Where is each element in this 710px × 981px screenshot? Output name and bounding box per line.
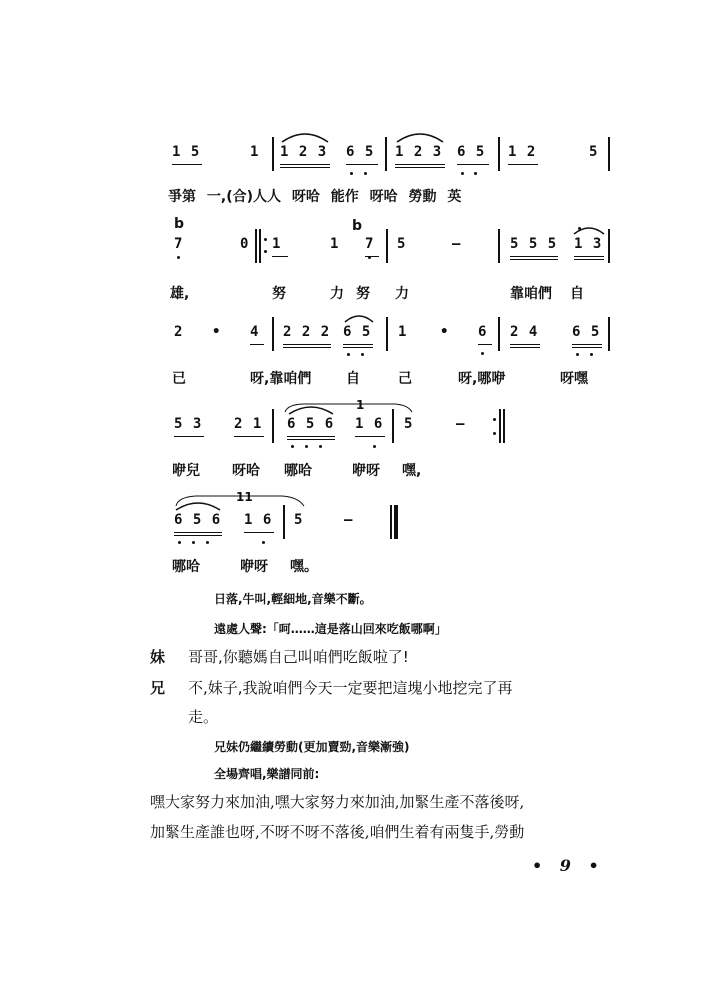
note-group: 1 2 3 — [280, 144, 328, 160]
slur — [345, 316, 373, 322]
prose-line: 嘿大家努力來加油,嘿大家努力來加油,加緊生產不落後呀, — [150, 793, 525, 811]
note-group: 7 — [174, 236, 184, 252]
stage-direction: 全場齊唱,樂譜同前: — [214, 767, 320, 781]
speaker-name: 妹 — [150, 648, 166, 666]
dialogue-line: 走。 — [188, 708, 219, 726]
lyric: 努 — [356, 286, 370, 302]
lyric: 嘿。 — [290, 559, 318, 575]
note-group: 2 4 — [510, 324, 539, 340]
lyric: 力 — [395, 286, 409, 302]
note-group: 1 3 — [574, 236, 603, 252]
note-group: 1 — [398, 324, 408, 340]
prose-line: 加緊生產誰也呀,不呀不呀不落後,咱們生着有兩隻手,勞動 — [150, 823, 525, 841]
note-group: 6 5 6 — [174, 512, 222, 528]
note-group: 1 2 — [508, 144, 537, 160]
dialogue-line: 哥哥,你聽媽自己叫咱們吃飯啦了! — [188, 648, 409, 666]
stage-direction: 日落,牛叫,輕細地,音樂不斷。 — [214, 592, 372, 606]
note-group: 6 5 — [343, 324, 372, 340]
dash: — — [456, 416, 466, 432]
note-group: 6 5 — [572, 324, 601, 340]
lyric: 哪哈 — [284, 463, 312, 479]
volta-bracket — [282, 496, 304, 506]
dash: — — [344, 512, 354, 528]
note-group: 7 — [365, 236, 375, 252]
lyric: 雄, — [170, 286, 190, 302]
slur — [176, 503, 220, 510]
note-group: 1 6 — [355, 416, 384, 432]
speaker-name: 兄 — [150, 679, 166, 697]
note-group: 6 — [478, 324, 488, 340]
note-group: 5 — [397, 236, 407, 252]
note-group: 1 — [272, 236, 282, 252]
flat-sign: b — [174, 216, 185, 232]
lyric: 呀,靠咱們 — [250, 371, 312, 387]
note-group: 5 3 — [174, 416, 203, 432]
note-group: 1 — [330, 236, 340, 252]
note-group: 6 5 — [457, 144, 486, 160]
lyric: 力 — [330, 286, 344, 302]
dash: — — [452, 236, 462, 252]
note-group: 2 1 — [234, 416, 263, 432]
lyric: 咿呀 — [352, 463, 380, 479]
note-group: 1 5 — [172, 144, 201, 160]
lyric: 呀哈 — [232, 463, 260, 479]
slur — [282, 134, 328, 142]
dot-extension: • — [212, 324, 222, 340]
volta-number: 1 — [356, 398, 365, 412]
lyric: 嘿, — [402, 463, 422, 479]
note-group: 1 6 — [244, 512, 273, 528]
lyric: 自 — [346, 371, 360, 387]
lyric-line: 爭第 一,(合)人人 呀哈 能作 呀哈 勞動 英 — [168, 189, 462, 205]
note-group: 5 5 5 — [510, 236, 558, 252]
lyric: 已 — [172, 371, 186, 387]
flat-sign: b — [352, 218, 363, 234]
volta-bracket — [395, 404, 412, 412]
lyric: 靠咱們 — [510, 286, 552, 302]
stage-direction: 遠處人聲:「呵……這是落山回來吃飯哪啊」 — [214, 622, 447, 636]
stage-direction: 兄妹仍繼續勞動(更加賣勁,音樂漸強) — [214, 740, 410, 754]
note-group: 5 — [404, 416, 414, 432]
lyric: 呀嘿 — [560, 371, 588, 387]
note-group: 1 2 3 — [395, 144, 443, 160]
lyric: 咿呀 — [240, 559, 268, 575]
slur — [289, 407, 333, 414]
note-group: 2 — [174, 324, 184, 340]
note-group: 6 5 — [346, 144, 375, 160]
lyric: 己 — [398, 371, 412, 387]
volta-number: 11 — [236, 490, 253, 504]
dialogue-line: 不,妹子,我說咱們今天一定要把這塊小地挖完了再 — [188, 679, 513, 697]
lyric: 哪哈 — [172, 559, 200, 575]
lyric: 努 — [272, 286, 286, 302]
dot-extension: • — [440, 324, 450, 340]
note-group: 4 — [250, 324, 260, 340]
lyric: 呀,哪咿 — [458, 371, 506, 387]
note-group: 5 — [589, 144, 599, 160]
note-group: 5 — [294, 512, 304, 528]
note-group: 2 2 2 — [283, 324, 331, 340]
note-group: 6 5 6 — [287, 416, 335, 432]
note-group: 1 — [250, 144, 260, 160]
slur — [397, 134, 443, 142]
lyric: 自 — [570, 286, 584, 302]
slur — [574, 228, 604, 234]
note-group: 0 — [240, 236, 250, 252]
lyric: 咿兒 — [172, 463, 200, 479]
page-number: • 9 • — [532, 856, 605, 875]
